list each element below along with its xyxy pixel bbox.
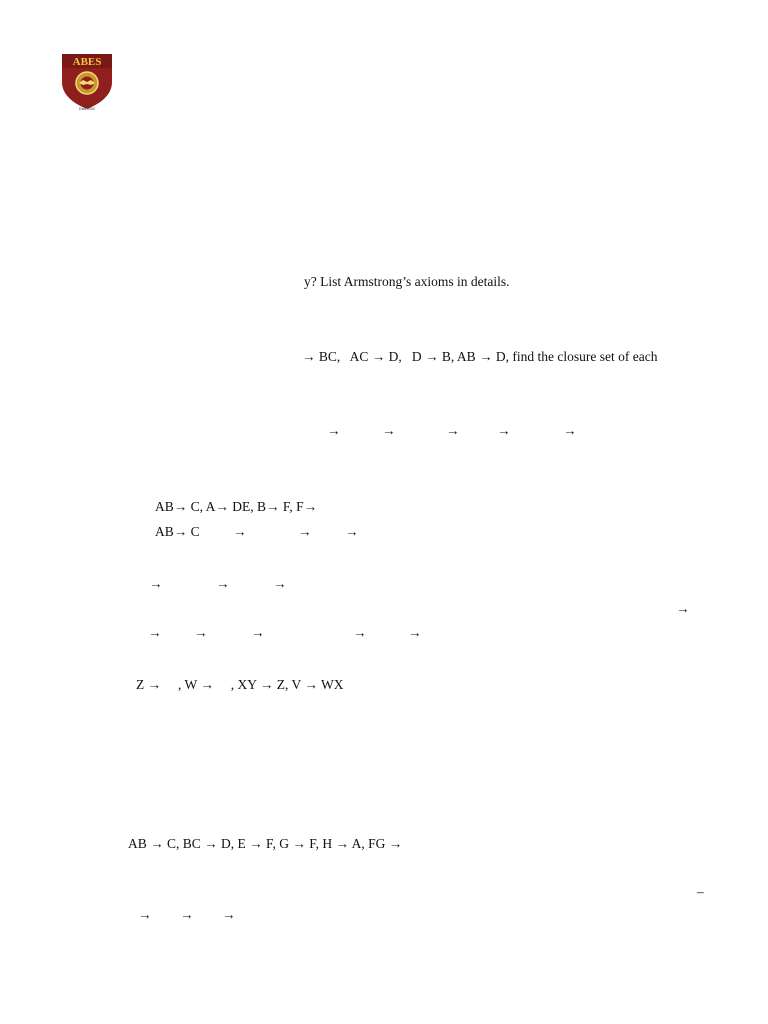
q5-arrow-3: → [273,576,287,591]
q4-line2-start: AB→ C [155,524,200,539]
q5-line3-arrow-2: → [194,625,208,640]
logo-est-text: Estd 2000 [79,107,95,111]
q6-line1: Z → , W → , XY → Z, V → WX [136,677,344,692]
q5-line3-arrow-4: → [353,625,367,640]
q4-line2-arrow-3: → [345,524,359,539]
q5-line3-arrow-3: → [251,625,265,640]
q7-arrow-1: → [138,907,152,922]
q3-arrow-2: → [382,423,396,438]
abes-shield-icon [59,52,115,112]
q5-arrow-right: → [676,601,690,616]
q3-arrow-4: → [497,423,511,438]
q4-line2-arrow-1: → [233,524,247,539]
q3-arrow-5: → [563,423,577,438]
q3-arrow-3: → [446,423,460,438]
q7-line1: AB → C, BC → D, E → F, G → F, H → A, FG → [128,836,403,851]
q5-line3-arrow-1: → [148,625,162,640]
q2-line1: → BC, AC → D, D → B, AB → D, find the closure set of each [302,349,658,364]
q5-arrow-2: → [216,576,230,591]
abes-logo [59,52,115,112]
q4-line2-arrow-2: → [298,524,312,539]
q7-arrow-3: → [222,907,236,922]
q7-dash: – [697,884,704,899]
logo-text: ABES [72,56,102,68]
q3-arrow-1: → [327,423,341,438]
q5-line3-arrow-5: → [408,625,422,640]
q7-arrow-2: → [180,907,194,922]
q5-arrow-1: → [149,576,163,591]
q4-line1: AB→ C, A→ DE, B→ F, F→ [155,499,318,514]
q1-line1: y? List Armstrong’s axioms in details. [304,274,510,289]
